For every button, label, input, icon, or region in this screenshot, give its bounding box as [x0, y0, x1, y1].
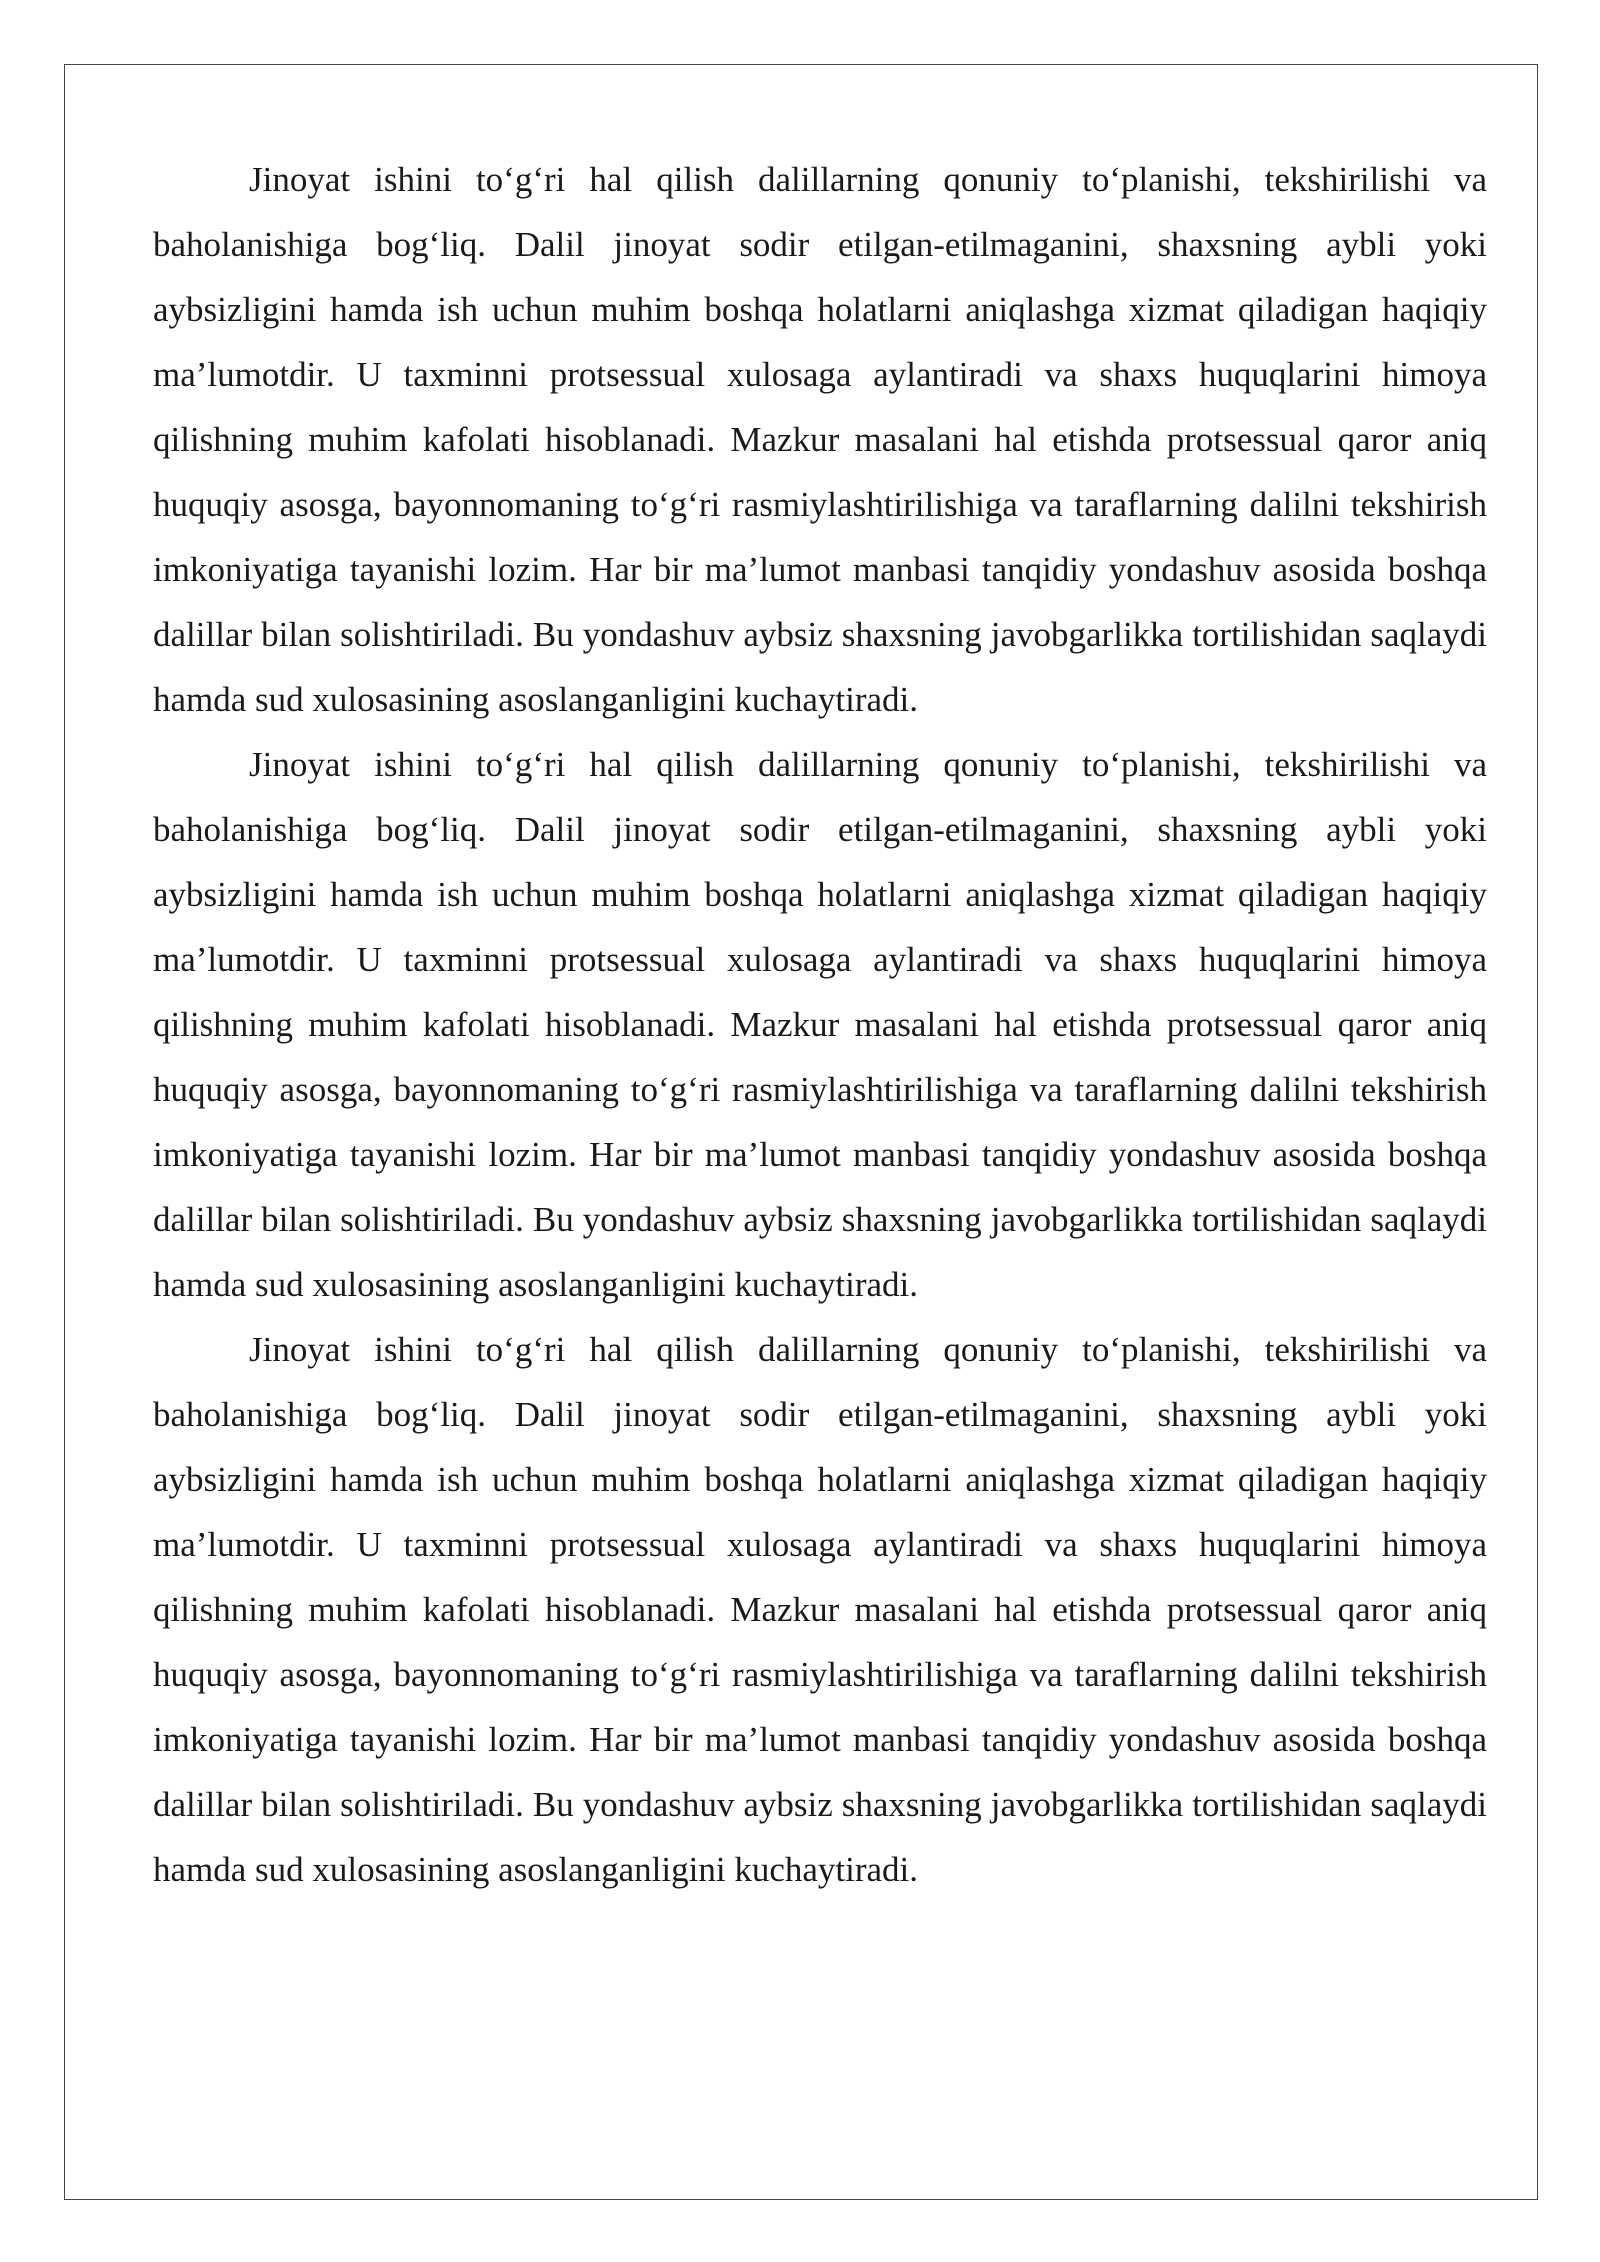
paragraph-3: Jinoyat ishini to‘g‘ri hal qilish dalillarning qonuniy to‘planishi, tekshirilishi va baholanishiga bog‘liq. Dalil jinoyat sodir etilgan-etilmaganini, shaxsning aybli yoki aybsizligini hamda ish uchun muhim boshqa holatlarni aniqlashga xizmat qiladigan haqiqiy ma’lumotdir. U taxminni protsessual xulosaga aylantiradi va shaxs huquqlarini himoya qilishning muhim kafolati hisoblanadi. Mazkur masalani hal etishda protsessual qaror aniq huquqiy asosga, bayonnomaning to‘g‘ri rasmiylashtirilishiga va taraflarning dalilni tekshirish imkoniyatiga tayanishi lozim. Har bir ma’lumot manbasi tanqidiy yondashuv asosida boshqa dalillar bilan solishtiriladi. Bu yondashuv aybsiz shaxsning javobgarlikka tortilishidan saqlaydi hamda sud xulosasining asoslanganligini kuchaytiradi.	[153, 1330, 1487, 1889]
document-body	[153, 147, 1487, 1902]
paragraph-2: Jinoyat ishini to‘g‘ri hal qilish dalillarning qonuniy to‘planishi, tekshirilishi va baholanishiga bog‘liq. Dalil jinoyat sodir etilgan-etilmaganini, shaxsning aybli yoki aybsizligini hamda ish uchun muhim boshqa holatlarni aniqlashga xizmat qiladigan haqiqiy ma’lumotdir. U taxminni protsessual xulosaga aylantiradi va shaxs huquqlarini himoya qilishning muhim kafolati hisoblanadi. Mazkur masalani hal etishda protsessual qaror aniq huquqiy asosga, bayonnomaning to‘g‘ri rasmiylashtirilishiga va taraflarning dalilni tekshirish imkoniyatiga tayanishi lozim. Har bir ma’lumot manbasi tanqidiy yondashuv asosida boshqa dalillar bilan solishtiriladi. Bu yondashuv aybsiz shaxsning javobgarlikka tortilishidan saqlaydi hamda sud xulosasining asoslanganligini kuchaytiradi.	[153, 745, 1487, 1304]
paragraph-1: Jinoyat ishini to‘g‘ri hal qilish dalillarning qonuniy to‘planishi, tekshirilishi va baholanishiga bog‘liq. Dalil jinoyat sodir etilgan-etilmaganini, shaxsning aybli yoki aybsizligini hamda ish uchun muhim boshqa holatlarni aniqlashga xizmat qiladigan haqiqiy ma’lumotdir. U taxminni protsessual xulosaga aylantiradi va shaxs huquqlarini himoya qilishning muhim kafolati hisoblanadi. Mazkur masalani hal etishda protsessual qaror aniq huquqiy asosga, bayonnomaning to‘g‘ri rasmiylashtirilishiga va taraflarning dalilni tekshirish imkoniyatiga tayanishi lozim. Har bir ma’lumot manbasi tanqidiy yondashuv asosida boshqa dalillar bilan solishtiriladi. Bu yondashuv aybsiz shaxsning javobgarlikka tortilishidan saqlaydi hamda sud xulosasining asoslanganligini kuchaytiradi.	[153, 160, 1487, 719]
